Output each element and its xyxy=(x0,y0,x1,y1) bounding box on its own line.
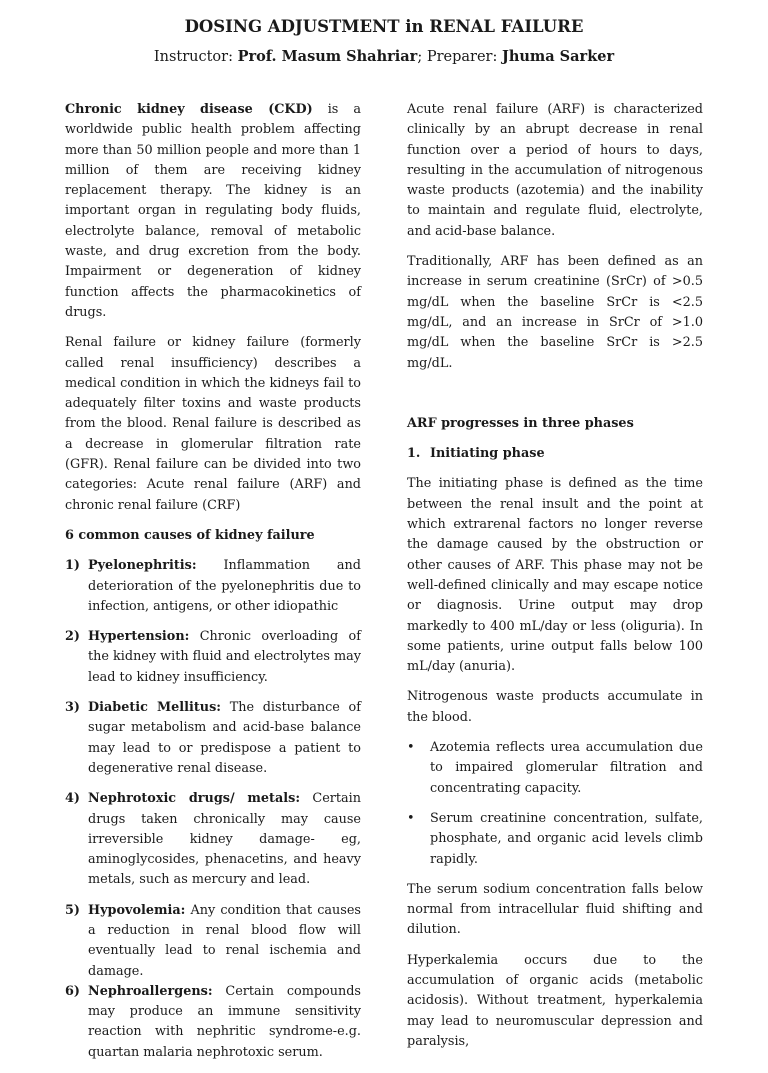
nitrogenous-waste-paragraph: Nitrogenous waste products accumulate in the blood. xyxy=(407,689,703,725)
phase-number: 1. xyxy=(407,446,421,462)
cause-text: Chronic overloading of the kidney with fluid and electrolytes may lead to kidney insufficiency. xyxy=(88,629,361,685)
instructor-name: Prof. Masum Shahriar xyxy=(237,48,418,65)
bullet-text: Serum creatinine concentration, sulfate, phosphate, and organic acid levels climb rapidly. xyxy=(430,810,703,867)
ckd-text: is a worldwide public health problem affecting more than 50 million people and more than 1 million of them are receiving kidney replacement therapy. The kidney is an important organ in regulating body fluids, electrolyte balance, removal of metabolic waste, and drug excretion from the body. Impairment or degeneration of kidney function affects the pharmacokinetics of drugs. xyxy=(65,102,361,320)
page-title: DOSING ADJUSTMENT in RENAL FAILURE xyxy=(184,17,584,36)
renal-failure-paragraph: Renal failure or kidney failure (formerly called renal insufficiency) describes a medical condition in which the kidneys fail to adequately filter toxins and waste products from the blood. Renal failure is described as a decrease in glomerular filtration rate (GFR). Renal failure can be divided into two categories: Acute renal failure (ARF) and chronic renal failure (CRF) xyxy=(65,335,361,513)
cause-number: 4) xyxy=(65,791,80,807)
cause-term: Hypertension: xyxy=(88,629,190,645)
left-column xyxy=(65,100,361,1073)
cause-text: Inflammation and deterioration of the pyelonephritis due to infection, antigens, or other idiopathic xyxy=(88,558,361,614)
arf-definition-paragraph: Acute renal failure (ARF) is characterized clinically by an abrupt decrease in renal function over a period of hours to days, resulting in the accumulation of nitrogenous waste products (azotemia) and the inability to maintain and regulate fluid, electrolyte, and acid-base balance. xyxy=(407,102,703,239)
subtitle-separator: ; xyxy=(417,49,427,65)
causes-heading: 6 common causes of kidney failure xyxy=(65,527,315,543)
sodium-paragraph: The serum sodium concentration falls below normal from intracellular fluid shifting and dilution. xyxy=(407,881,703,938)
cause-text: Certain drugs taken chronically may cause irreversible kidney damage- eg, aminoglycosides, phenacetins, and heavy metals, such as mercury and lead. xyxy=(88,791,361,888)
cause-number: 1) xyxy=(65,558,80,574)
cause-item xyxy=(65,982,361,1063)
cause-item xyxy=(65,789,361,890)
phase-title: Initiating phase xyxy=(430,446,545,462)
right-column xyxy=(407,100,703,1062)
cause-item xyxy=(65,698,361,779)
bullet-icon: • xyxy=(407,740,415,756)
phases-heading: ARF progresses in three phases xyxy=(407,415,634,431)
bullet-item xyxy=(407,738,703,799)
ckd-paragraph xyxy=(65,100,361,323)
cause-number: 3) xyxy=(65,700,80,716)
cause-item xyxy=(65,556,361,617)
bullet-icon: • xyxy=(407,810,415,826)
causes-list xyxy=(65,556,361,1063)
bullet-text: Azotemia reflects urea accumulation due to impaired glomerular filtration and concentrating capacity. xyxy=(430,740,703,796)
cause-number: 5) xyxy=(65,902,80,918)
cause-number: 6) xyxy=(65,983,80,999)
ckd-term: Chronic kidney disease (CKD) xyxy=(65,102,313,117)
hyperkalemia-paragraph: Hyperkalemia occurs due to the accumulation of organic acids (metabolic acidosis). Without treatment, hyperkalemia may lead to neuromuscular depression and paralysis, xyxy=(407,952,703,1049)
page-subtitle xyxy=(0,46,768,68)
bullet-item xyxy=(407,809,703,870)
cause-item xyxy=(65,627,361,688)
initiating-phase-paragraph: The initiating phase is defined as the time between the renal insult and the point at which extrarenal factors no longer reverse the damage caused by the obstruction or other causes of ARF. This phase may not be well-defined clinically and may escape notice or diagnosis. Urine output may drop markedly to 400 mL/day or less (oliguria). In some patients, urine output falls below 100 mL/day (anuria). xyxy=(407,476,703,675)
cause-text: Any condition that causes a reduction in renal blood flow will eventually lead to renal ischemia and damage. xyxy=(88,902,361,979)
cause-term: Diabetic Mellitus: xyxy=(88,700,222,716)
cause-term: Nephrotoxic drugs/ metals: xyxy=(88,791,301,807)
cause-text: Certain compounds may produce an immune sensitivity reaction with nephritic syndrome-e.g. quartan malaria nephrotoxic serum. xyxy=(88,983,361,1060)
bullet-list xyxy=(407,738,703,870)
cause-text: The disturbance of sugar metabolism and acid-base balance may lead to or predispose a patient to degenerative renal disease. xyxy=(88,700,361,776)
arf-traditional-paragraph: Traditionally, ARF has been defined as an increase in serum creatinine (SrCr) of >0.5 mg/dL when the baseline SrCr is <2.5 mg/dL, and an increase in SrCr of >1.0 mg/dL when the baseline SrCr is >2.5 mg/dL. xyxy=(407,254,703,371)
preparer-label: Preparer: xyxy=(426,49,502,65)
cause-term: Hypovolemia: xyxy=(88,902,186,918)
cause-term: Pyelonephritis: xyxy=(88,558,197,574)
instructor-label: Instructor: xyxy=(153,49,238,65)
preparer-name: Jhuma Sarker xyxy=(501,48,615,65)
section-spacer xyxy=(407,384,703,414)
phase-1-heading xyxy=(407,444,703,464)
cause-item xyxy=(65,901,361,982)
cause-term: Nephroallergens: xyxy=(88,983,213,999)
cause-number: 2) xyxy=(65,629,80,645)
